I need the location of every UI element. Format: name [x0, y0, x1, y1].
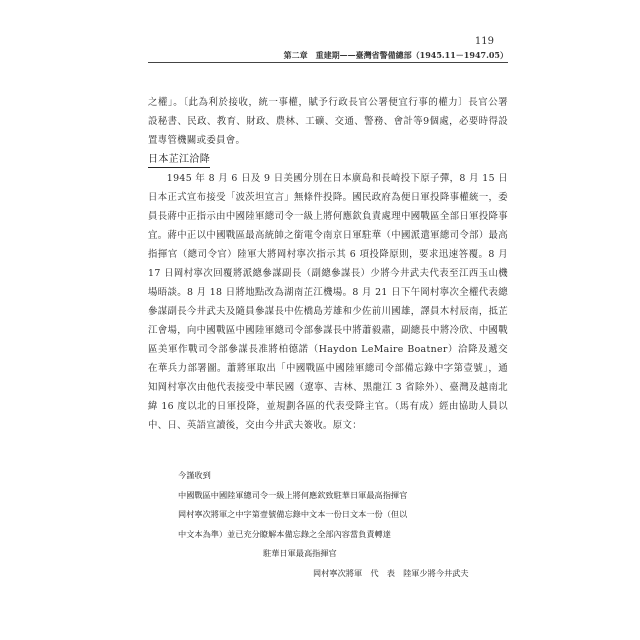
running-header	[108, 50, 508, 61]
quote-line: 駐華日軍最高指揮官	[263, 548, 337, 558]
quote-line: 中文本為準）並已充分瞭解本備忘錄之全部內容當負責轉達	[178, 528, 391, 539]
quote-line: 今謹收到	[178, 470, 211, 480]
book-page	[108, 0, 508, 640]
chapter-title: 第二章 重建期——臺灣省警備總部（1945.11－1947.05）	[283, 50, 508, 60]
section-title: 日本芷江洽降	[148, 153, 210, 168]
page-number: 119	[474, 36, 494, 47]
quote-line: 岡村寧次將軍之中字第壹號備忘錄中文本一份日文本一份（但以	[178, 509, 408, 519]
paragraph-continued: 之權」。〔此為利於接收，統一事權，賦予行政長官公署便宜行事的權力〕長官公署設秘書、民政、教育、財政、農林、工礦、交通、警務、會計等9個處，必要時得設置專管機關或委員會。	[148, 97, 508, 146]
quote-line: 中國戰區中國陸軍總司令一級上將何應欽致駐華日軍最高指揮官	[178, 489, 408, 500]
header-rule	[148, 62, 508, 63]
quoted-receipt	[178, 466, 469, 583]
body-text	[148, 93, 508, 435]
paragraph-main: 1945 年 8 月 6 日及 9 日美國分別在日本廣島和長崎投下原子彈，8 月 15 日日本正式宣布接受「波茨坦宣言」無條件投降。國民政府為便日軍投降事權統一，委員長蔣中正指示由中國陸軍總司令一級上將何應欽負責處理中國戰區全部日軍投降事宜。蔣中正以中國戰區最高統帥之銜電令南京日軍駐華（中國派遣軍總司令部）最高指揮官（總司令官）陸軍大將岡村寧次指示其 6 項投降原則，要求迅速答覆。8 月 17 日岡村寧次回覆將派總參謀副長（副總參謀長）少將今井武夫代表至江西玉山機場晤談。8 月 18 日將地點改為湖南芷江機場。8 月 21 日下午岡村寧次全權代表總參謀副長今井武夫及隨員參謀長中佐橋島芳雄和少佐前川國雄，譯員木村辰南，抵芷江會場，向中國戰區中國陸軍總司令部參謀長中將蕭毅肅，副總長中將冷欣、中國戰區美軍作戰司令部參謀長准將柏德諾（Haydon LeMaire Boatner）洽降及遞交在華兵力部署圖。蕭將軍取出「中國戰區中國陸軍總司令部備忘錄中字第壹號」，通知岡村寧次由他代表接受中華民國（遼寧、吉林、黑龍江 3 省除外）、臺灣及越南北緯 16 度以北的日軍投降，並規劃各區的代表受降主官。（馬有成）經由協助人員以中、日、英語宣讀後，交由今井武夫簽收。原文：	[148, 173, 508, 431]
quote-signature: 岡村寧次將軍 代 表 陸軍少將今井武夫	[313, 567, 469, 578]
